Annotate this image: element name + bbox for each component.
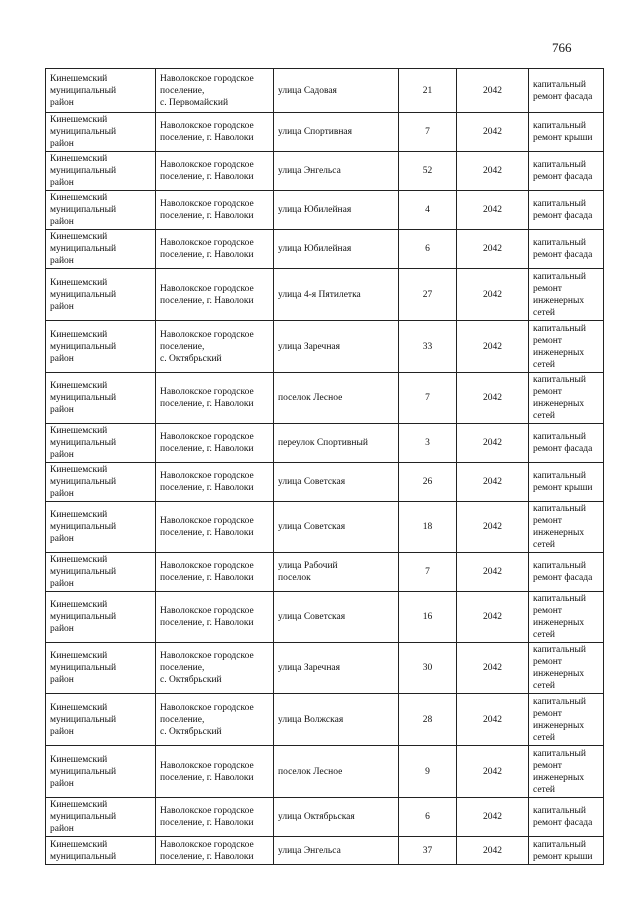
year-cell: 2042 [457,424,529,463]
district-cell: Кинешемский муниципальный район [46,592,156,643]
street-cell: улица Юбилейная [274,230,399,269]
street-cell: улица Советская [274,463,399,502]
settlement-cell: Наволокское городское поселение, г. Наволоки [156,113,274,152]
table-row [46,269,604,321]
street-cell: улица Октябрьская [274,798,399,837]
street-cell: поселок Лесное [274,373,399,424]
district-cell: Кинешемский муниципальный район [46,269,156,321]
table-row [46,321,604,373]
settlement-cell: Наволокское городское поселение, г. Наволоки [156,798,274,837]
year-cell: 2042 [457,502,529,553]
district-cell: Кинешемский муниципальный район [46,463,156,502]
table-row [46,373,604,424]
year-cell: 2042 [457,191,529,230]
settlement-cell: Наволокское городское поселение, г. Наволоки [156,502,274,553]
year-cell: 2042 [457,643,529,694]
district-cell: Кинешемский муниципальный район [46,69,156,113]
settlement-cell: Наволокское городское поселение, г. Наволоки [156,463,274,502]
table-row [46,463,604,502]
house-number-cell: 21 [399,69,457,113]
district-cell: Кинешемский муниципальный район [46,694,156,746]
table-row [46,113,604,152]
street-cell: улица Советская [274,502,399,553]
work-type-cell: капитальный ремонт фасада [529,230,604,269]
house-number-cell: 3 [399,424,457,463]
district-cell: Кинешемский муниципальный район [46,643,156,694]
house-number-cell: 7 [399,553,457,592]
work-type-cell: капитальный ремонт инженерных сетей [529,592,604,643]
settlement-cell: Наволокское городское поселение, с. Октябрьский [156,694,274,746]
house-number-cell: 28 [399,694,457,746]
street-cell: переулок Спортивный [274,424,399,463]
street-cell: улица Заречная [274,643,399,694]
house-number-cell: 30 [399,643,457,694]
year-cell: 2042 [457,746,529,798]
district-cell: Кинешемский муниципальный район [46,230,156,269]
year-cell: 2042 [457,113,529,152]
year-cell: 2042 [457,230,529,269]
table-row [46,553,604,592]
work-type-cell: капитальный ремонт крыши [529,463,604,502]
settlement-cell: Наволокское городское поселение, г. Наволоки [156,191,274,230]
district-cell: Кинешемский муниципальный [46,837,156,865]
year-cell: 2042 [457,553,529,592]
repair-schedule-table [45,68,604,865]
house-number-cell: 33 [399,321,457,373]
table-row [46,746,604,798]
table-row [46,191,604,230]
settlement-cell: Наволокское городское поселение, г. Наволоки [156,152,274,191]
work-type-cell: капитальный ремонт крыши [529,837,604,865]
settlement-cell: Наволокское городское поселение, г. Наволоки [156,269,274,321]
work-type-cell: капитальный ремонт инженерных сетей [529,373,604,424]
table-row [46,798,604,837]
district-cell: Кинешемский муниципальный район [46,798,156,837]
district-cell: Кинешемский муниципальный район [46,373,156,424]
year-cell: 2042 [457,592,529,643]
street-cell: улица Волжская [274,694,399,746]
street-cell: улица Садовая [274,69,399,113]
table-row [46,643,604,694]
street-cell: улица Спортивная [274,113,399,152]
house-number-cell: 7 [399,373,457,424]
settlement-cell: Наволокское городское поселение, с. Первомайский [156,69,274,113]
street-cell: улица Заречная [274,321,399,373]
work-type-cell: капитальный ремонт фасада [529,553,604,592]
work-type-cell: капитальный ремонт инженерных сетей [529,269,604,321]
year-cell: 2042 [457,373,529,424]
work-type-cell: капитальный ремонт инженерных сетей [529,321,604,373]
settlement-cell: Наволокское городское поселение, г. Наволоки [156,373,274,424]
work-type-cell: капитальный ремонт фасада [529,152,604,191]
work-type-cell: капитальный ремонт инженерных сетей [529,502,604,553]
house-number-cell: 9 [399,746,457,798]
district-cell: Кинешемский муниципальный район [46,152,156,191]
street-cell: улица Рабочий поселок [274,553,399,592]
work-type-cell: капитальный ремонт фасада [529,191,604,230]
work-type-cell: капитальный ремонт фасада [529,424,604,463]
year-cell: 2042 [457,837,529,865]
work-type-cell: капитальный ремонт инженерных сетей [529,694,604,746]
table-row [46,837,604,865]
house-number-cell: 4 [399,191,457,230]
district-cell: Кинешемский муниципальный район [46,553,156,592]
year-cell: 2042 [457,152,529,191]
work-type-cell: капитальный ремонт инженерных сетей [529,643,604,694]
house-number-cell: 18 [399,502,457,553]
district-cell: Кинешемский муниципальный район [46,191,156,230]
table-row [46,592,604,643]
house-number-cell: 16 [399,592,457,643]
table-row [46,152,604,191]
year-cell: 2042 [457,269,529,321]
table-row [46,69,604,113]
work-type-cell: капитальный ремонт фасада [529,69,604,113]
year-cell: 2042 [457,798,529,837]
year-cell: 2042 [457,69,529,113]
street-cell: улица Юбилейная [274,191,399,230]
settlement-cell: Наволокское городское поселение, с. Октябрьский [156,643,274,694]
house-number-cell: 6 [399,798,457,837]
settlement-cell: Наволокское городское поселение, с. Октябрьский [156,321,274,373]
settlement-cell: Наволокское городское поселение, г. Наволоки [156,424,274,463]
district-cell: Кинешемский муниципальный район [46,424,156,463]
street-cell: улица Энгельса [274,837,399,865]
work-type-cell: капитальный ремонт инженерных сетей [529,746,604,798]
year-cell: 2042 [457,694,529,746]
house-number-cell: 7 [399,113,457,152]
district-cell: Кинешемский муниципальный район [46,321,156,373]
district-cell: Кинешемский муниципальный район [46,746,156,798]
settlement-cell: Наволокское городское поселение, г. Наволоки [156,592,274,643]
page-number: 766 [552,40,572,55]
house-number-cell: 37 [399,837,457,865]
year-cell: 2042 [457,463,529,502]
district-cell: Кинешемский муниципальный район [46,113,156,152]
table-row [46,502,604,553]
table-row [46,424,604,463]
settlement-cell: Наволокское городское поселение, г. Наволоки [156,837,274,865]
house-number-cell: 6 [399,230,457,269]
settlement-cell: Наволокское городское поселение, г. Наволоки [156,746,274,798]
house-number-cell: 27 [399,269,457,321]
house-number-cell: 26 [399,463,457,502]
work-type-cell: капитальный ремонт крыши [529,113,604,152]
table-row [46,230,604,269]
street-cell: улица Энгельса [274,152,399,191]
settlement-cell: Наволокское городское поселение, г. Наволоки [156,230,274,269]
street-cell: поселок Лесное [274,746,399,798]
settlement-cell: Наволокское городское поселение, г. Наволоки [156,553,274,592]
table-row [46,694,604,746]
district-cell: Кинешемский муниципальный район [46,502,156,553]
street-cell: улица 4-я Пятилетка [274,269,399,321]
work-type-cell: капитальный ремонт фасада [529,798,604,837]
house-number-cell: 52 [399,152,457,191]
year-cell: 2042 [457,321,529,373]
street-cell: улица Советская [274,592,399,643]
